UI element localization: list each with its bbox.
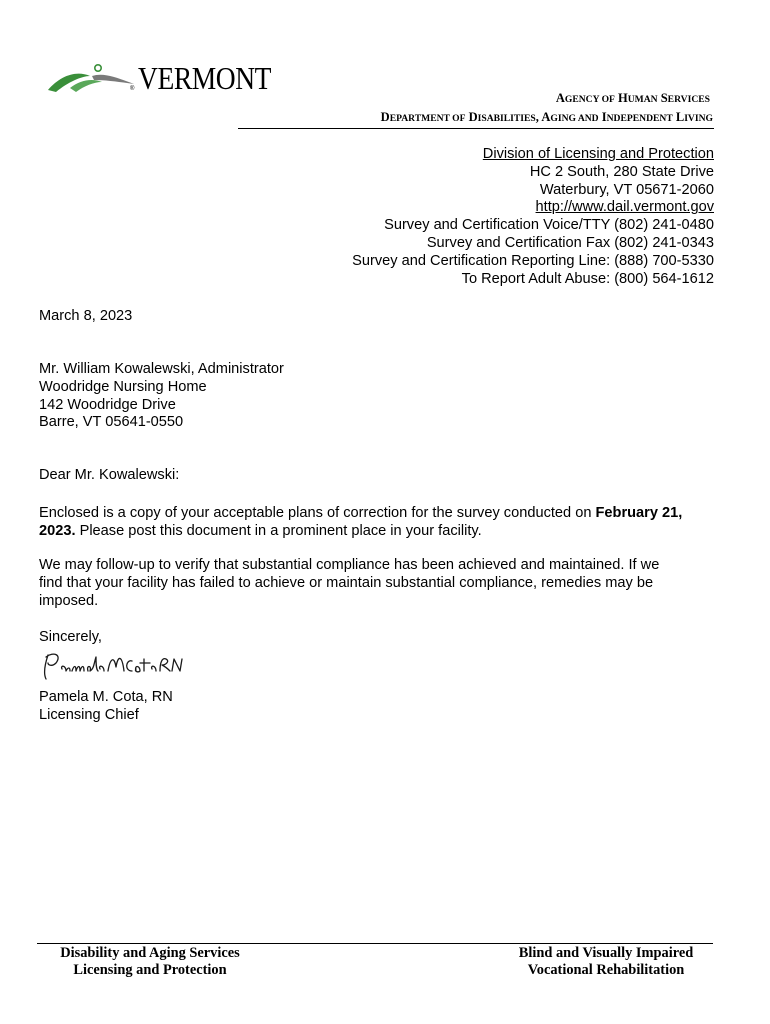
abuse-line: To Report Adult Abuse: (800) 564-1612	[461, 270, 714, 287]
para1-date-bold: February 21,	[595, 505, 683, 521]
paragraph-2	[39, 557, 659, 610]
recipient-name: Mr. William Kowalewski, Administrator	[39, 361, 284, 377]
division-name: Division of Licensing and Protection	[482, 146, 714, 162]
footer-right	[500, 945, 712, 979]
signer-name: Pamela M. Cota, RN	[39, 689, 173, 705]
para1-text-end: Please post this document in a prominent place in your facility.	[75, 522, 482, 539]
footer-left-line-1: Disability and Aging Services	[60, 945, 240, 961]
footer-right-line-1: Blind and Visually Impaired	[518, 945, 694, 961]
signer-title: Licensing Chief	[39, 706, 139, 723]
header-rule	[238, 128, 714, 129]
website-link[interactable]: http://www.dail.vermont.gov	[535, 199, 714, 216]
paragraph-1	[39, 505, 682, 541]
voice-line: Survey and Certification Voice/TTY (802) 241-0480	[384, 217, 714, 234]
para1-text: Enclosed is a copy of your acceptable plans of correction for the survey conducted on	[39, 505, 596, 521]
vermont-logo	[46, 62, 286, 98]
footer-rule	[37, 943, 713, 944]
para2-line-2: find that your facility has failed to achieve or maintain substantial compliance, remedies may be	[39, 574, 654, 591]
address-line-1: HC 2 South, 280 State Drive	[529, 163, 714, 180]
para2-line-1: We may follow-up to verify that substantial compliance has been achieved and maintained. If we	[39, 557, 660, 573]
department-name: DEPARTMENT OF DISABILITIES, AGING AND INDEPENDENT LIVING	[380, 110, 713, 124]
signer-block	[39, 689, 173, 725]
reporting-line: Survey and Certification Reporting Line: (888) 700-5330	[352, 252, 714, 269]
salutation: Dear Mr. Kowalewski:	[39, 467, 180, 483]
para2-line-3: imposed.	[39, 592, 99, 609]
footer-right-line-2: Vocational Rehabilitation	[527, 962, 685, 978]
registered-mark: ®	[130, 86, 135, 92]
address-line-2: Waterbury, VT 05671-2060	[539, 181, 714, 198]
handwritten-signature	[40, 647, 190, 683]
recipient-address	[39, 361, 284, 432]
letter-date: March 8, 2023	[39, 308, 133, 324]
logo-wordmark: VERMONT	[138, 60, 272, 96]
fax-line: Survey and Certification Fax (802) 241-0343	[426, 234, 714, 251]
recipient-org: Woodridge Nursing Home	[39, 378, 207, 395]
agency-name: AGENCY OF HUMAN SERVICES	[555, 91, 710, 105]
contact-block	[352, 146, 714, 288]
footer-left-line-2: Licensing and Protection	[73, 962, 227, 978]
recipient-city: Barre, VT 05641-0550	[39, 414, 184, 431]
footer-left	[46, 945, 254, 979]
mountain-logo-icon	[46, 62, 136, 98]
recipient-street: 142 Woodridge Drive	[39, 396, 176, 413]
para1-year-bold: 2023.	[39, 522, 76, 539]
closing: Sincerely,	[39, 629, 102, 645]
